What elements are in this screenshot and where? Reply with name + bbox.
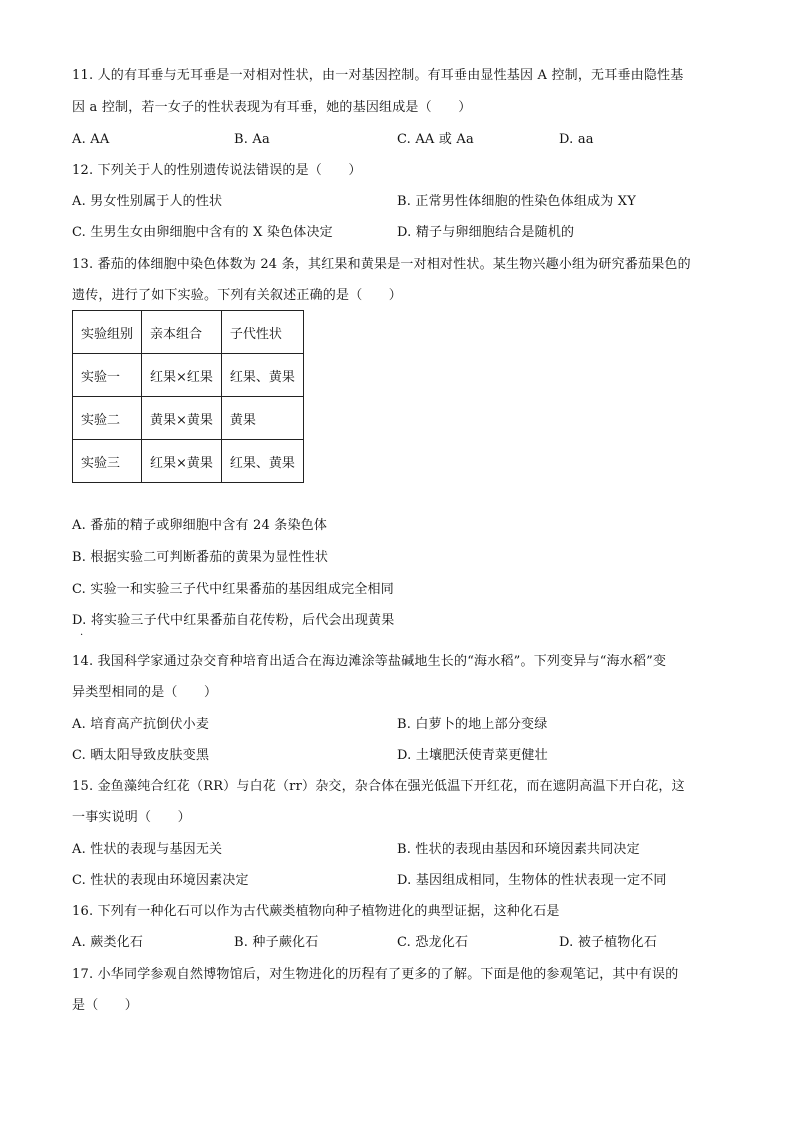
q15-stem-line2: 一事实说明（ ） — [72, 810, 191, 825]
table-cell: 实验三 — [73, 440, 142, 483]
q15-option-a: A. 性状的表现与基因无关 — [72, 842, 223, 857]
q15-stem-line1: 15. 金鱼藻纯合红花（RR）与白花（rr）杂交，杂合体在强光低温下开红花，而在遮阴高温下开白花，这 — [72, 779, 685, 794]
q11-option-c: C. AA 或 Aa — [397, 132, 474, 147]
q16-option-a: A. 蕨类化石 — [72, 935, 144, 950]
table-header-cell: 子代性状 — [221, 311, 303, 354]
table-header-cell: 实验组别 — [73, 311, 142, 354]
table-header-row — [73, 311, 304, 354]
q16-stem: 16. 下列有一种化石可以作为古代蕨类植物向种子植物进化的典型证据，这种化石是 — [72, 904, 560, 919]
q11-option-d: D. aa — [559, 132, 594, 147]
table-cell: 实验二 — [73, 397, 142, 440]
q12-option-b: B. 正常男性体细胞的性染色体组成为 XY — [397, 194, 636, 209]
q12-option-a: A. 男女性别属于人的性状 — [72, 194, 223, 209]
q15-option-b: B. 性状的表现由基因和环境因素共同决定 — [397, 842, 640, 857]
q14-option-d: D. 土壤肥沃使青菜更健壮 — [397, 748, 548, 763]
q17-stem-line2: 是（ ） — [72, 998, 139, 1013]
q17-stem-line1: 17. 小华同学参观自然博物馆后，对生物进化的历程有了更多的了解。下面是他的参观笔记，其中有误的 — [72, 967, 679, 982]
q15-option-c: C. 性状的表现由环境因素决定 — [72, 873, 249, 888]
q11-option-b: B. Aa — [234, 132, 270, 147]
q13-option-d: D. 将实验三子代中红果番茄自花传粉，后代会出现黄果 — [72, 613, 395, 628]
q11-stem-line1: 11. 人的有耳垂与无耳垂是一对相对性状，由一对基因控制。有耳垂由显性基因 A 控制，无耳垂由隐性基 — [72, 68, 684, 83]
table-row — [73, 397, 304, 440]
q13-option-b: B. 根据实验二可判断番茄的黄果为显性性状 — [72, 550, 329, 565]
table-cell: 实验一 — [73, 354, 142, 397]
q13-stem-line1: 13. 番茄的体细胞中染色体数为 24 条，其红果和黄果是一对相对性状。某生物兴趣小组为研究番茄果色的 — [72, 257, 691, 272]
q13-stem-line2: 遗传，进行了如下实验。下列有关叙述正确的是（ ） — [72, 288, 403, 303]
q14-option-c: C. 晒太阳导致皮肤变黑 — [72, 748, 210, 763]
q14-stem-line2: 异类型相同的是（ ） — [72, 685, 218, 700]
experiment-table — [72, 310, 304, 483]
table-cell: 红果、黄果 — [221, 440, 303, 483]
q16-option-c: C. 恐龙化石 — [397, 935, 469, 950]
q11-stem-line2: 因 a 控制，若一女子的性状表现为有耳垂，她的基因组成是（ ） — [72, 100, 472, 115]
table-cell: 红果×黄果 — [142, 440, 222, 483]
table-cell: 红果、黄果 — [221, 354, 303, 397]
q11-option-a: A. AA — [72, 132, 110, 147]
q16-option-d: D. 被子植物化石 — [559, 935, 658, 950]
q14-stem-line1: 14. 我国科学家通过杂交育种培育出适合在海边滩涂等盐碱地生长的“海水稻”。下列变异与“海水稻”变 — [72, 654, 667, 669]
q15-option-d: D. 基因组成相同，生物体的性状表现一定不同 — [397, 873, 667, 888]
q12-stem: 12. 下列关于人的性别遗传说法错误的是（ ） — [72, 163, 362, 178]
q12-option-c: C. 生男生女由卵细胞中含有的 X 染色体决定 — [72, 225, 333, 240]
table-cell: 黄果 — [221, 397, 303, 440]
table-cell: 红果×红果 — [142, 354, 222, 397]
q14-option-b: B. 白萝卜的地上部分变绿 — [397, 717, 548, 732]
q12-option-d: D. 精子与卵细胞结合是随机的 — [397, 225, 575, 240]
stray-dot: . — [80, 627, 84, 638]
q13-option-c: C. 实验一和实验三子代中红果番茄的基因组成完全相同 — [72, 582, 394, 597]
table-cell: 黄果×黄果 — [142, 397, 222, 440]
table-row — [73, 354, 304, 397]
q14-option-a: A. 培育高产抗倒伏小麦 — [72, 717, 210, 732]
q13-option-a: A. 番茄的精子或卵细胞中含有 24 条染色体 — [72, 518, 328, 533]
q16-option-b: B. 种子蕨化石 — [234, 935, 319, 950]
table-header-cell: 亲本组合 — [142, 311, 222, 354]
table-row — [73, 440, 304, 483]
